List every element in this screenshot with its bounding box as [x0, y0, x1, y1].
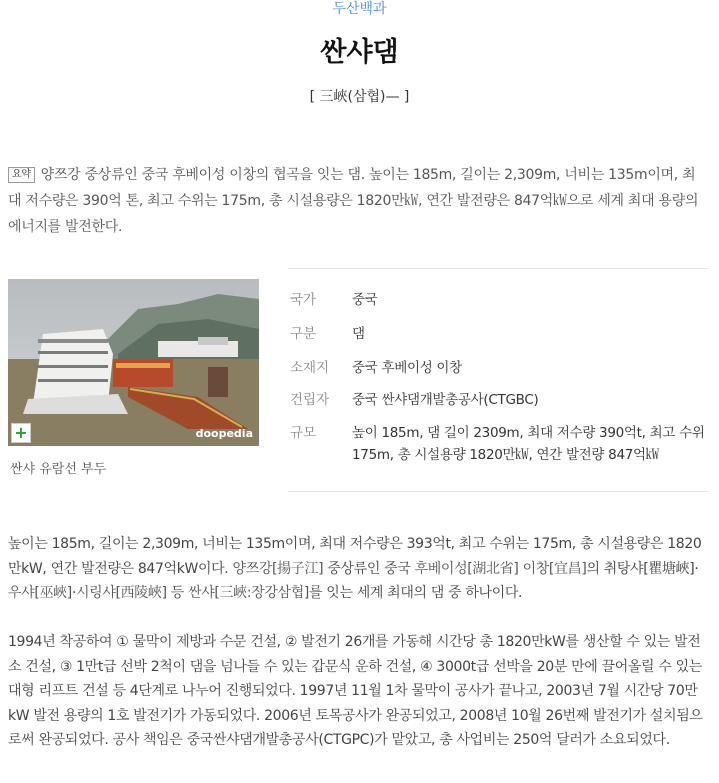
info-value: 댐	[352, 326, 365, 342]
doopedia-logo: doopedia	[195, 427, 253, 440]
body-text: ·	[71, 585, 76, 601]
body-text: 를 잇는 세계 최대의 댐 중 하나이다.	[309, 585, 523, 601]
info-key: 소재지	[290, 360, 330, 376]
ferry-pier-image	[8, 279, 259, 446]
summary-badge: 요약	[8, 167, 35, 183]
info-value: 중국 싼샤댐개발총공사(CTGBC)	[352, 392, 539, 408]
link-yichang[interactable]: 이창[宜昌]	[522, 560, 587, 577]
body-text: 등	[166, 585, 189, 601]
info-value: 중국	[352, 292, 378, 308]
link-wuxia[interactable]: 우샤[巫峽]	[8, 585, 72, 601]
link-yangtze[interactable]: 양쯔강[揚子江]	[232, 560, 324, 577]
info-key: 규모	[290, 425, 317, 441]
expand-icon[interactable]: +	[11, 423, 31, 443]
info-key: 구분	[290, 326, 317, 342]
page-title: 싼샤댐	[320, 37, 399, 68]
body-text: 중상류인 중국	[323, 560, 415, 577]
info-key: 건립자	[290, 392, 330, 408]
body-text: 의 취탕샤[瞿塘峽]·	[586, 560, 699, 577]
link-xilingxia[interactable]: 시링샤[西陵峽]	[75, 585, 167, 601]
summary-text: 양쯔강 중상류인 중국 후베이성 이창의 협곡을 잇는 댐. 높이는 185m, 길이는 2,309m, 너비는 135m이며, 최대 저수량은 390억 톤, 최고 수위는 175m, 총 시설용량은 1820만㎾, 연간 발전량은 847억㎾으로 세계 최대 용량의 에너지를 발전한다.	[8, 167, 699, 235]
source-label[interactable]: 두산백과	[332, 1, 387, 17]
summary	[8, 162, 708, 240]
body-text: 높이는 185m, 길이는 2,309m, 너비는 135m이며, 최대 저수량은 393억t, 최고 수위는 175m, 총 시설용량은 1820만kW, 연간 발전량은 847억kW이다.	[8, 536, 702, 577]
info-key: 국가	[290, 292, 317, 308]
dam-photo[interactable]	[8, 279, 259, 446]
photo-caption: 싼샤 유람선 부두	[10, 462, 107, 477]
info-table	[288, 268, 709, 492]
info-value: 중국 후베이성 이창	[352, 360, 462, 376]
link-hubei[interactable]: 후베이성[湖北省]	[414, 560, 519, 577]
info-value: 높이 185m, 댐 길이 2309m, 최대 저수량 390억t, 최고 수위 175m, 총 시설용량 1820만㎾, 연간 발전량 847억㎾	[352, 425, 705, 463]
link-sanxia[interactable]: 싼샤[三峽:장강삼협]	[188, 585, 309, 601]
page-subtitle: [ 三峽(삼협)— ]	[309, 89, 410, 105]
body-paragraph-1	[8, 532, 708, 606]
body-paragraph-2: 1994년 착공하여 ① 물막이 제방과 수문 건설, ② 발전기 26개를 가동해 시간당 총 1820만kW를 생산할 수 있는 발전소 건설, ③ 1만t급 선박 2척이 댐을 넘나들 수 있는 갑문식 운하 건설, ④ 3000t급 선박을 20분 만에 끌어올릴 수 있는 대형 리프트 건설 등 4단계로 나누어 진행되었다. 1997년 11월 1차 물막이 공사가 끝나고, 2003년 7월 시간당 70만kW 발전 용량의 1호 발전기가 가동되었다. 2006년 토목공사가 완공되었고, 2008년 10월 26번째 발전기가 설치됨으로써 완공되었다. 공사 책임은 중국싼샤댐개발총공사(CTGPC)가 맡았고, 총 사업비는 250억 달러가 소요되었다.	[8, 634, 703, 748]
